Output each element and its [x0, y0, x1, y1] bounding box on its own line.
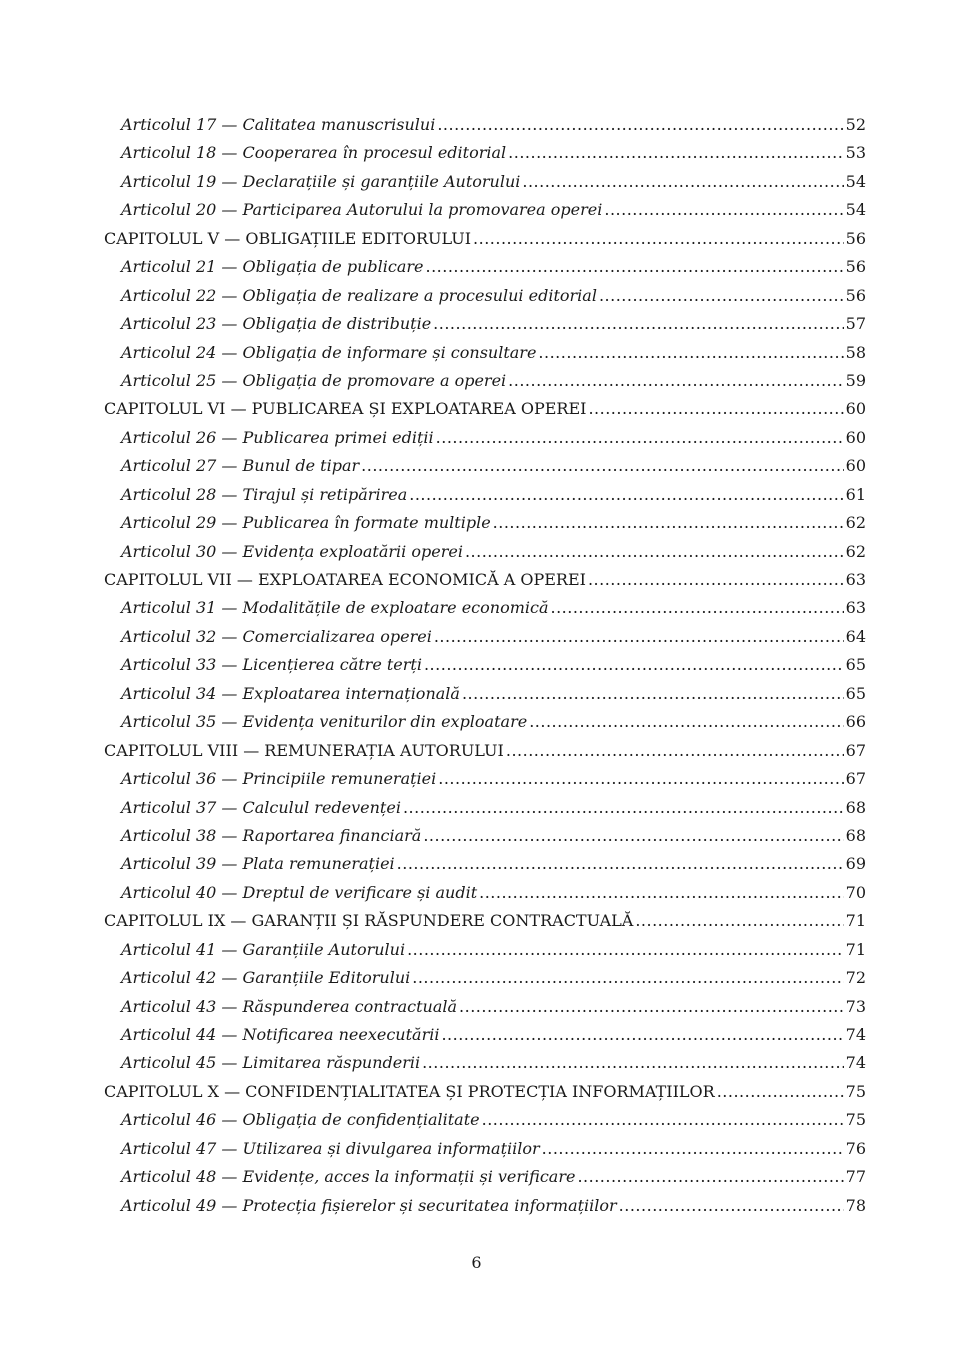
dot-leader [441, 1021, 843, 1049]
toc-article-row[interactable] [104, 538, 866, 566]
toc-entry-page: 71 [845, 939, 866, 959]
toc-chapter-row[interactable] [104, 225, 866, 253]
toc-article-row[interactable] [104, 651, 866, 679]
toc-entry-page: 63 [845, 598, 866, 618]
toc-entry-page: 56 [845, 285, 866, 305]
toc-entry-page: 77 [845, 1167, 866, 1187]
toc-entry-label: CAPITOLUL VII — EXPLOATAREA ECONOMICĂ A OPEREI [104, 570, 586, 589]
toc-entry-page: 60 [845, 427, 866, 447]
toc-entry-label: Articolul 27 — Bunul de tipar [121, 456, 360, 476]
toc-entry-page: 52 [845, 115, 866, 134]
dot-leader [438, 765, 843, 793]
dot-leader [529, 708, 843, 736]
toc-article-row[interactable] [104, 253, 866, 281]
toc-entry-label: Articolul 21 — Obligația de publicare [121, 257, 424, 277]
toc-entry-page: 76 [845, 1138, 866, 1158]
toc-chapter-row[interactable] [104, 737, 866, 765]
toc-article-row[interactable] [104, 481, 866, 509]
toc-entry-label: Articolul 42 — Garanțiile Editorului [121, 968, 411, 988]
toc-entry-page: 57 [845, 314, 866, 334]
toc-entry-label: Articolul 39 — Plata remunerației [121, 854, 395, 874]
toc-entry-page: 68 [845, 825, 866, 845]
dot-leader [588, 566, 844, 594]
toc-entry-page: 67 [845, 769, 866, 789]
toc-entry-page: 73 [845, 996, 866, 1016]
toc-entry-label: Articolul 18 — Cooperarea în procesul editorial [121, 143, 507, 163]
dot-leader [635, 907, 843, 935]
dot-leader [425, 253, 843, 281]
toc-entry-page: 65 [845, 655, 866, 675]
dot-leader [493, 509, 844, 537]
dot-leader [459, 993, 844, 1021]
page-number: 6 [471, 1253, 482, 1272]
toc-chapter-row[interactable] [104, 395, 866, 423]
toc-article-row[interactable] [104, 339, 866, 367]
dot-leader [434, 623, 844, 651]
toc-chapter-row[interactable] [104, 566, 866, 594]
toc-entry-label: Articolul 31 — Modalitățile de exploatare economică [121, 598, 549, 618]
toc-article-row[interactable] [104, 708, 866, 736]
toc-entry-label: Articolul 22 — Obligația de realizare a procesului editorial [121, 285, 597, 305]
toc-article-row[interactable] [104, 367, 866, 395]
toc-entry-page: 53 [845, 143, 866, 163]
toc-entry-label: Articolul 23 — Obligația de distribuție [121, 314, 432, 334]
toc-entry-page: 68 [845, 797, 866, 817]
toc-entry-label: Articolul 36 — Principiile remunerației [121, 769, 437, 789]
toc-article-row[interactable] [104, 452, 866, 480]
toc-entry-label: Articolul 44 — Notificarea neexecutării [121, 1025, 440, 1044]
toc-article-row[interactable] [104, 111, 866, 139]
toc-entry-label: Articolul 40 — Dreptul de verificare și audit [121, 882, 478, 902]
toc-entry-label: CAPITOLUL X — CONFIDENȚIALITATEA ȘI PROTECȚIA INFORMAȚIILOR [104, 1081, 715, 1101]
toc-article-row[interactable] [104, 139, 866, 167]
toc-article-row[interactable] [104, 594, 866, 622]
toc-entry-page: 59 [845, 370, 866, 390]
toc-entry-page: 74 [845, 1025, 866, 1044]
dot-leader [437, 111, 843, 139]
toc-article-row[interactable] [104, 1106, 866, 1134]
toc-entry-label: Articolul 35 — Evidența veniturilor din exploatare [121, 712, 528, 732]
toc-entry-label: Articolul 49 — Protecția fișierelor și securitatea informațiilor [121, 1195, 617, 1215]
toc-article-row[interactable] [104, 1021, 866, 1049]
dot-leader [361, 452, 843, 480]
toc-entry-label: Articolul 34 — Exploatarea internațională [121, 683, 460, 703]
dot-leader [508, 139, 844, 167]
dot-leader [542, 1135, 844, 1163]
dot-leader [551, 594, 844, 622]
dot-leader [588, 395, 843, 423]
toc-entry-label: Articolul 20 — Participarea Autorului la promovarea operei [121, 200, 603, 220]
toc-article-row[interactable] [104, 310, 866, 338]
toc-article-row[interactable] [104, 850, 866, 878]
toc-entry-page: 60 [845, 399, 866, 419]
dot-leader [465, 538, 844, 566]
toc-entry-page: 65 [845, 683, 866, 703]
toc-entry-label: Articolul 47 — Utilizarea și divulgarea informațiilor [121, 1138, 540, 1158]
dot-leader [619, 1192, 844, 1220]
toc-article-row[interactable] [104, 623, 866, 651]
toc-entry-page: 54 [845, 171, 866, 191]
toc-article-row[interactable] [104, 196, 866, 224]
toc-article-row[interactable] [104, 936, 866, 964]
toc-article-row[interactable] [104, 680, 866, 708]
toc-entry-page: 75 [845, 1081, 866, 1101]
toc-article-row[interactable] [104, 822, 866, 850]
toc-article-row[interactable] [104, 1192, 866, 1220]
toc-entry-label: Articolul 17 — Calitatea manuscrisului [121, 115, 436, 134]
toc-entry-label: Articolul 33 — Licențierea către terți [121, 655, 422, 675]
dot-leader [482, 1106, 844, 1134]
toc-article-row[interactable] [104, 168, 866, 196]
toc-article-row[interactable] [104, 1135, 866, 1163]
toc-entry-page: 56 [845, 257, 866, 277]
dot-leader [604, 196, 843, 224]
dot-leader [462, 680, 844, 708]
toc-entry-page: 75 [845, 1110, 866, 1130]
toc-entry-label: CAPITOLUL VI — PUBLICAREA ȘI EXPLOATAREA OPEREI [104, 399, 587, 419]
dot-leader [599, 282, 844, 310]
toc-entry-page: 61 [845, 484, 866, 504]
dot-leader [717, 1078, 844, 1106]
toc-entry-label: Articolul 29 — Publicarea în formate multiple [121, 513, 491, 533]
toc-entry-label: CAPITOLUL V — OBLIGAȚIILE EDITORULUI [104, 228, 472, 248]
toc-entry-page: 69 [845, 854, 866, 874]
dot-leader [422, 1049, 844, 1077]
toc-entry-page: 56 [845, 228, 866, 248]
toc-entry-page: 63 [845, 570, 866, 589]
toc-entry-label: CAPITOLUL IX — GARANȚII ȘI RĂSPUNDERE CONTRACTUALĂ [104, 911, 634, 931]
dot-leader [508, 367, 843, 395]
toc-entry-page: 66 [845, 712, 866, 732]
toc-entry-label: Articolul 46 — Obligația de confidențialitate [121, 1110, 480, 1130]
toc-entry-label: Articolul 38 — Raportarea financiară [121, 825, 422, 845]
dot-leader [538, 339, 843, 367]
dot-leader [522, 168, 843, 196]
table-of-contents [104, 111, 866, 1220]
toc-entry-label: Articolul 48 — Evidențe, acces la informații și verificare [121, 1167, 576, 1187]
toc-entry-page: 64 [845, 626, 866, 646]
dot-leader [433, 310, 843, 338]
dot-leader [506, 737, 844, 765]
dot-leader [577, 1163, 843, 1191]
toc-article-row[interactable] [104, 993, 866, 1021]
toc-entry-page: 54 [845, 200, 866, 220]
toc-article-row[interactable] [104, 1049, 866, 1077]
dot-leader [407, 936, 844, 964]
toc-entry-label: Articolul 24 — Obligația de informare și consultare [121, 342, 537, 362]
toc-entry-page: 62 [845, 541, 866, 561]
dot-leader [479, 879, 844, 907]
dot-leader [397, 850, 844, 878]
toc-article-row[interactable] [104, 964, 866, 992]
toc-entry-page: 62 [845, 513, 866, 533]
toc-chapter-row[interactable] [104, 907, 866, 935]
toc-entry-label: Articolul 45 — Limitarea răspunderii [121, 1053, 421, 1073]
toc-article-row[interactable] [104, 1163, 866, 1191]
toc-entry-page: 67 [845, 740, 866, 760]
toc-article-row[interactable] [104, 794, 866, 822]
toc-entry-page: 78 [845, 1195, 866, 1215]
toc-entry-label: Articolul 28 — Tirajul și retipărirea [121, 484, 408, 504]
toc-article-row[interactable] [104, 765, 866, 793]
toc-entry-page: 60 [845, 456, 866, 476]
toc-article-row[interactable] [104, 509, 866, 537]
dot-leader [412, 964, 843, 992]
toc-article-row[interactable] [104, 879, 866, 907]
toc-entry-label: CAPITOLUL VIII — REMUNERAȚIA AUTORULUI [104, 740, 504, 760]
toc-entry-label: Articolul 26 — Publicarea primei ediții [121, 427, 434, 447]
dot-leader [409, 481, 843, 509]
dot-leader [473, 225, 844, 253]
toc-entry-label: Articolul 41 — Garanțiile Autorului [121, 939, 406, 959]
toc-chapter-row[interactable] [104, 1078, 866, 1106]
toc-entry-page: 58 [845, 342, 866, 362]
dot-leader [403, 794, 844, 822]
toc-entry-label: Articolul 43 — Răspunderea contractuală [121, 996, 458, 1016]
toc-entry-page: 71 [845, 911, 866, 931]
toc-entry-label: Articolul 19 — Declarațiile și garanțiile Autorului [121, 171, 521, 191]
toc-entry-label: Articolul 30 — Evidența exploatării operei [121, 541, 463, 561]
dot-leader [436, 424, 844, 452]
toc-entry-label: Articolul 25 — Obligația de promovare a operei [121, 370, 507, 390]
dot-leader [424, 651, 844, 679]
toc-entry-label: Articolul 32 — Comercializarea operei [121, 626, 432, 646]
toc-entry-page: 70 [845, 882, 866, 902]
dot-leader [423, 822, 843, 850]
toc-article-row[interactable] [104, 424, 866, 452]
toc-entry-page: 74 [845, 1053, 866, 1073]
toc-article-row[interactable] [104, 282, 866, 310]
toc-entry-label: Articolul 37 — Calculul redevenței [121, 797, 401, 817]
toc-entry-page: 72 [845, 968, 866, 988]
